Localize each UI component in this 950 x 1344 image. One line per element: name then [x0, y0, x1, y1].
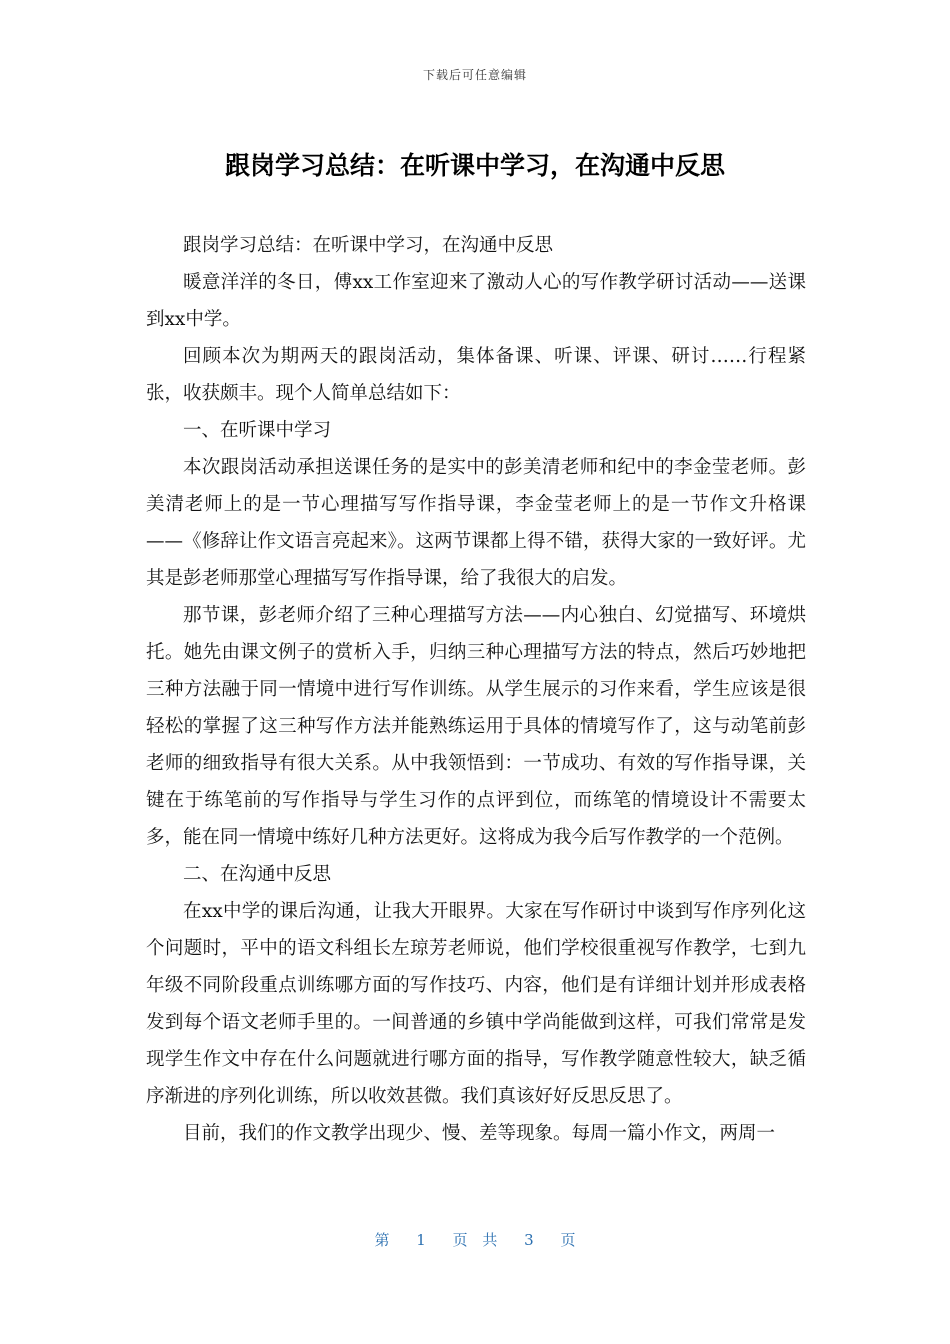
section-heading: 一、在听课中学习: [183, 420, 332, 441]
paragraph: 在xx中学的课后沟通，让我大开眼界。大家在写作研讨中谈到写作序列化这个问题时，平中的语文科组长左琼芳老师说，他们学校很重视写作教学，七到九年级不同阶段重点训练哪方面的写作技巧、内容，他们是有详细计划并形成表格发到每个语文老师手里的。一间普通的乡镇中学尚能做到这样，可我们常常是发现学生作文中存在什么问题就进行哪方面的指导，写作教学随意性较大，缺乏循序渐进的序列化训练，所以收效甚微。我们真该好好反思反思了。: [146, 901, 806, 1107]
page-number-footer: [0, 1229, 950, 1250]
page-middle-text: 页 共: [452, 1231, 498, 1249]
current-page-number: 1: [416, 1231, 426, 1249]
document-title: 跟岗学习总结：在听课中学习，在沟通中反思: [224, 151, 725, 180]
paragraph: 跟岗学习总结：在听课中学习，在沟通中反思: [183, 235, 554, 256]
page-header-note: 下载后可任意编辑: [422, 68, 527, 82]
paragraph: 本次跟岗活动承担送课任务的是实中的彭美清老师和纪中的李金莹老师。彭美清老师上的是一节心理描写写作指导课，李金莹老师上的是一节作文升格课——《修辞让作文语言亮起来》。这两节课都上得不错，获得大家的一致好评。尤其是彭老师那堂心理描写写作指导课，给了我很大的启发。: [146, 457, 806, 589]
total-page-count: 3: [524, 1231, 534, 1249]
paragraph: 暖意洋洋的冬日，傅xx工作室迎来了激动人心的写作教学研讨活动——送课到xx中学。: [146, 272, 806, 330]
paragraph: 目前，我们的作文教学出现少、慢、差等现象。每周一篇小作文，两周一: [183, 1123, 776, 1144]
section-heading: 二、在沟通中反思: [183, 864, 332, 885]
page-suffix: 页: [560, 1231, 576, 1249]
paragraph: 回顾本次为期两天的跟岗活动，集体备课、听课、评课、研讨……行程紧张，收获颇丰。现个人简单总结如下：: [146, 346, 806, 404]
page-prefix: 第: [374, 1231, 390, 1249]
paragraph: 那节课，彭老师介绍了三种心理描写方法——内心独白、幻觉描写、环境烘托。她先由课文例子的赏析入手，归纳三种心理描写方法的特点，然后巧妙地把三种方法融于同一情境中进行写作训练。从学生展示的习作来看，学生应该是很轻松的掌握了这三种写作方法并能熟练运用于具体的情境写作了，这与动笔前彭老师的细致指导有很大关系。从中我领悟到：一节成功、有效的写作指导课，关键在于练笔前的写作指导与学生习作的点评到位，而练笔的情境设计不需要太多，能在同一情境中练好几种方法更好。这将成为我今后写作教学的一个范例。: [146, 605, 806, 848]
document-body: [146, 227, 806, 1152]
